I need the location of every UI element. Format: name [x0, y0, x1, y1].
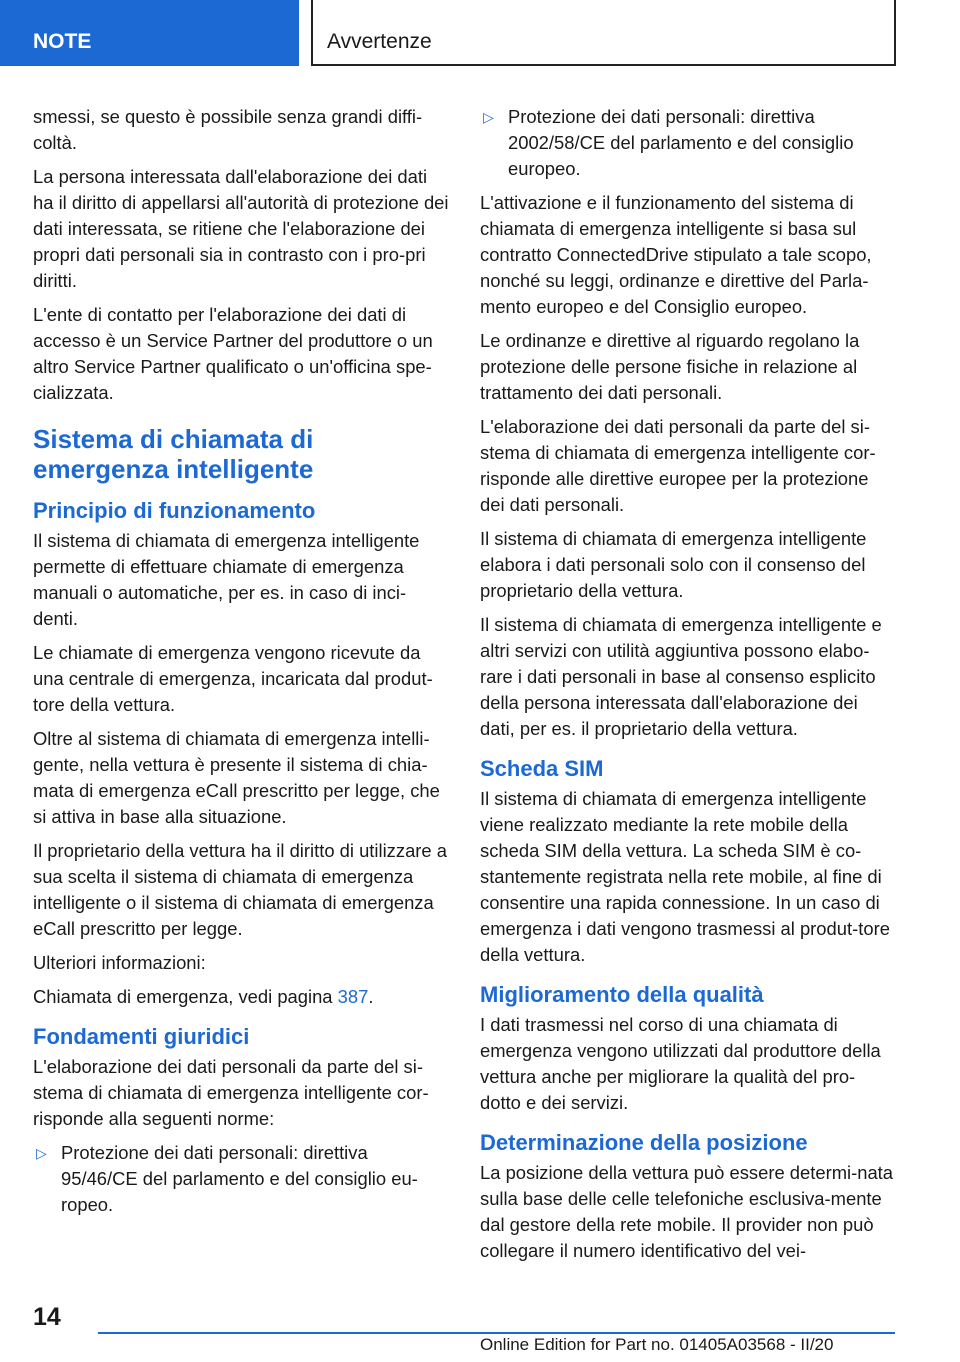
paragraph: Il sistema di chiamata di emergenza intelligente e altri servizi con utilità aggiuntiva possono elabo-rare i dati personali in base al consenso esplicito della persona interessata dall'elaborazione dei dati, per es. il proprietario della vettura. — [480, 614, 882, 739]
paragraph: Le chiamate di emergenza vengono ricevute da una centrale di emergenza, incaricata dal produt-tore della vettura. — [33, 642, 433, 715]
paragraph: smessi, se questo è possibile senza grandi diffi-coltà. — [33, 106, 423, 153]
heading-posizione: Determinazione della posizione — [480, 1130, 808, 1155]
list-item — [480, 104, 896, 182]
reference-end: . — [368, 986, 374, 1007]
paragraph: Il sistema di chiamata di emergenza intelligente viene realizzato mediante la rete mobile della scheda SIM della vettura. La scheda SIM è co-stantemente registrata nella rete mobile, al fine di consentire una rapida connessione. In un caso di emergenza i dati vengono trasmessi al produt-tore della vettura. — [480, 788, 890, 965]
page-number: 14 — [33, 1303, 61, 1331]
paragraph: L'elaborazione dei dati personali da parte del si-stema di chiamata di emergenza intelligente cor-risponde alla seguenti norme: — [33, 1056, 429, 1129]
right-column — [480, 104, 896, 1272]
paragraph: La posizione della vettura può essere determi-nata sulla base delle celle telefoniche esclusiva-mente dal gestore della rete mobile. Il provider non può collegare il numero identificativo del vei- — [480, 1162, 894, 1261]
paragraph: L'elaborazione dei dati personali da parte del si-stema di chiamata di emergenza intelligente cor-risponde alle direttive europee per la protezione dei dati personali. — [480, 416, 876, 515]
paragraph: Il sistema di chiamata di emergenza intelligente permette di effettuare chiamate di emergenza manuali o automatiche, per es. in caso di inci-denti. — [33, 530, 420, 629]
paragraph: Il sistema di chiamata di emergenza intelligente elabora i dati personali solo con il consenso del proprietario della vettura. — [480, 528, 867, 601]
paragraph: Ulteriori informazioni: — [33, 952, 206, 973]
paragraph: La persona interessata dall'elaborazione dei dati ha il diritto di appellarsi all'autorità di protezione dei dati interessata, se ritiene che l'elaborazione dei propri dati personali sia in contrasto con i pro-pri diritti. — [33, 166, 449, 291]
heading-sistema: Sistema di chiamata di emergenza intelligente — [33, 424, 314, 484]
paragraph-reference — [33, 984, 449, 1010]
paragraph: Le ordinanze e direttive al riguardo regolano la protezione delle persone fisiche in relazione al trattamento dei dati personali. — [480, 330, 860, 403]
list-item-text: Protezione dei dati personali: direttiva 2002/58/CE del parlamento e del consiglio europeo. — [508, 106, 854, 179]
heading-principio: Principio di funzionamento — [33, 498, 316, 523]
heading-scheda-sim: Scheda SIM — [480, 756, 604, 781]
section-title: Avvertenze — [311, 0, 896, 66]
paragraph: I dati trasmessi nel corso di una chiamata di emergenza vengono utilizzati dal produttore della vettura anche per migliorare la qualità del pro-dotto e dei servizi. — [480, 1014, 881, 1113]
paragraph: Il proprietario della vettura ha il diritto di utilizzare a sua scelta il sistema di chiamata di emergenza intelligente o il sistema di chiamata di emergenza eCall prescritto per legge. — [33, 840, 447, 939]
footer-divider — [98, 1332, 895, 1334]
footer-edition: Online Edition for Part no. 01405A03568 - II/20 — [480, 1335, 834, 1354]
reference-text: Chiamata di emergenza, vedi pagina — [33, 986, 338, 1007]
triangle-bullet-icon: ▷ — [36, 1145, 47, 1161]
paragraph: Oltre al sistema di chiamata di emergenza intelli-gente, nella vettura è presente il sistema di chia-mata di emergenza eCall prescritto per legge, che si attiva in base alla situazione. — [33, 728, 440, 827]
paragraph: L'ente di contatto per l'elaborazione dei dati di accesso è un Service Partner del produttore o un altro Service Partner qualificato o un'officina spe-cializzata. — [33, 304, 433, 403]
left-column — [33, 104, 449, 1226]
list-item — [33, 1140, 449, 1218]
heading-qualita: Miglioramento della qualità — [480, 982, 764, 1007]
heading-fondamenti: Fondamenti giuridici — [33, 1024, 250, 1049]
list-item-text: Protezione dei dati personali: direttiva 95/46/CE del parlamento e del consiglio eu-ropeo. — [61, 1142, 418, 1215]
paragraph: L'attivazione e il funzionamento del sistema di chiamata di emergenza intelligente si basa sul contratto ConnectedDrive stipulato a tale scopo, nonché su leggi, ordinanze e direttive del Parla-mento europeo e del Consiglio europeo. — [480, 192, 872, 317]
section-tab: NOTE — [0, 0, 299, 66]
triangle-bullet-icon: ▷ — [483, 109, 494, 125]
page-link[interactable]: 387 — [337, 986, 369, 1007]
